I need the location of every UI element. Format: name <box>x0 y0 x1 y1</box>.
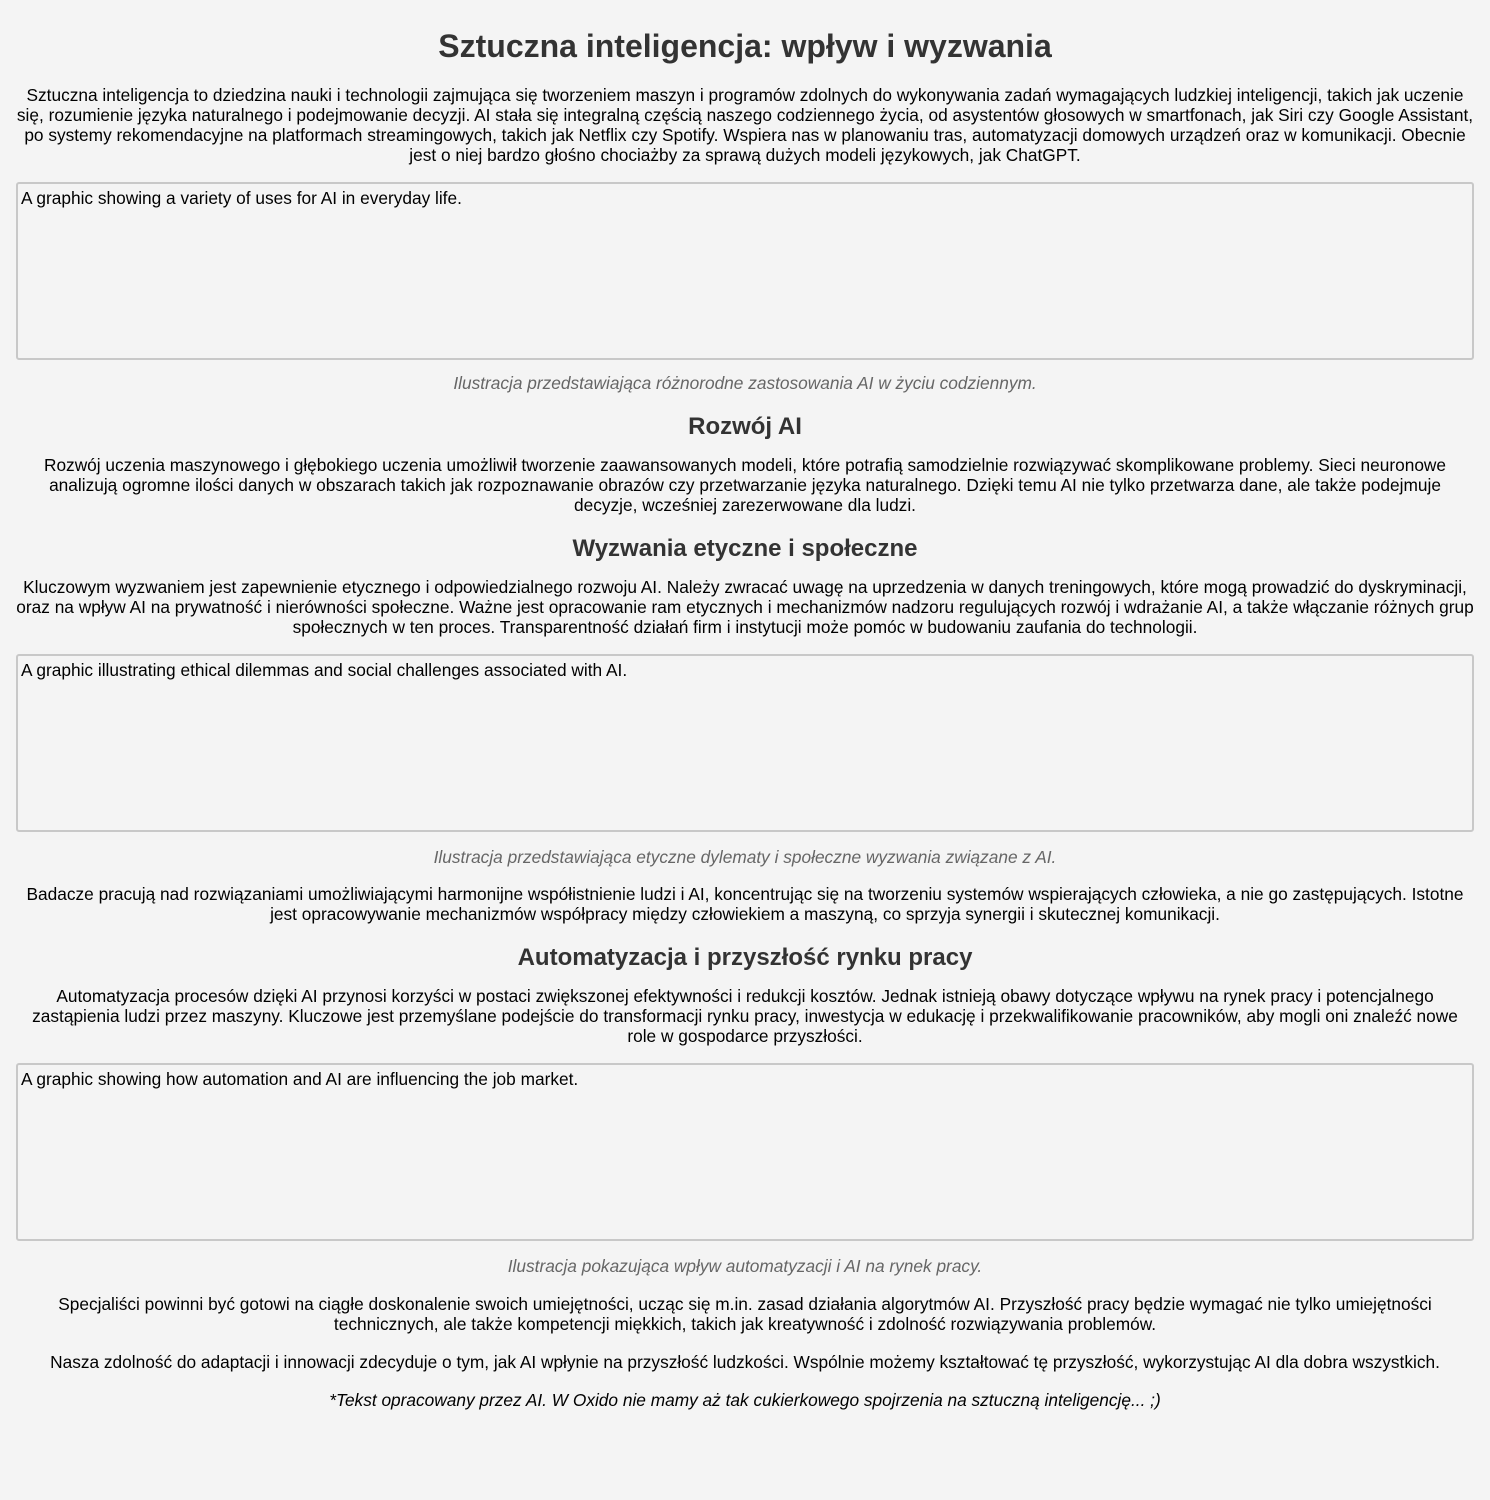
figure-everyday-ai: A graphic showing a variety of uses for AI in everyday life. <box>16 182 1474 360</box>
intro-paragraph: Sztuczna inteligencja to dziedzina nauki i technologii zajmująca się tworzeniem maszyn i programów zdolnych do wykonywania zadań wymagających ludzkiej inteligencji, takich jak uczenie się, rozumienie języka naturalnego i podejmowanie decyzji. AI stała się integralną częścią naszego codziennego życia, od asystentów głosowych w smartfonach, jak Siri czy Google Assistant, po systemy rekomendacyjne na platformach streamingowych, takich jak Netflix czy Spotify. Wspiera nas w planowaniu tras, automatyzacji domowych urządzeń oraz w komunikacji. Obecnie jest o niej bardzo głośno chociażby za sprawą dużych modeli językowych, jak ChatGPT. <box>16 85 1474 165</box>
development-paragraph: Rozwój uczenia maszynowego i głębokiego uczenia umożliwił tworzenie zaawansowanych modeli, które potrafią samodzielnie rozwiązywać skomplikowane problemy. Sieci neuronowe analizują ogromne ilości danych w obszarach takich jak rozpoznawanie obrazów czy przetwarzanie języka naturalnego. Dzięki temu AI nie tylko przetwarza dane, ale także podejmuje decyzje, wcześniej zarezerwowane dla ludzi. <box>43 455 1447 515</box>
footnote: *Tekst opracowany przez AI. W Oxido nie mamy aż tak cukierkowego spojrzenia na sztuczną inteligencję... ;) <box>329 1390 1161 1410</box>
figure-ethics: A graphic illustrating ethical dilemmas and social challenges associated with AI. <box>16 654 1474 832</box>
section-heading-automation: Automatyzacja i przyszłość rynku pracy <box>517 944 973 971</box>
section-heading-ethics: Wyzwania etyczne i społeczne <box>572 535 918 562</box>
ethics-paragraph-2: Badacze pracują nad rozwiązaniami umożliwiającymi harmonijne współistnienie ludzi i AI, koncentrując się na tworzeniu systemów wspierających człowieka, a nie go zastępujących. Istotne jest opracowywanie mechanizmów współpracy między człowiekiem a maszyną, co sprzyja synergii i skutecznej komunikacji. <box>26 884 1464 924</box>
conclusion-paragraph: Nasza zdolność do adaptacji i innowacji zdecyduje o tym, jak AI wpłynie na przyszłość ludzkości. Wspólnie możemy kształtować tę przyszłość, wykorzystując AI dla dobra wszystkich. <box>50 1352 1440 1372</box>
figure-caption: Ilustracja pokazująca wpływ automatyzacji i AI na rynek pracy. <box>507 1256 983 1276</box>
figure-caption: Ilustracja przedstawiająca różnorodne zastosowania AI w życiu codziennym. <box>453 373 1037 393</box>
page-title: Sztuczna inteligencja: wpływ i wyzwania <box>438 28 1052 64</box>
figure-automation: A graphic showing how automation and AI are influencing the job market. <box>16 1063 1474 1241</box>
ethics-paragraph: Kluczowym wyzwaniem jest zapewnienie etycznego i odpowiedzialnego rozwoju AI. Należy zwracać uwagę na uprzedzenia w danych treningowych, które mogą prowadzić do dyskryminacji, oraz na wpływ AI na prywatność i nierówności społeczne. Ważne jest opracowanie ram etycznych i mechanizmów nadzoru regulujących rozwój i wdrażanie AI, a także włączanie różnych grup społecznych w ten proces. Transparentność działań firm i instytucji może pomóc w budowaniu zaufania do technologii. <box>16 577 1474 637</box>
figure-caption: Ilustracja przedstawiająca etyczne dylematy i społeczne wyzwania związane z AI. <box>433 847 1057 867</box>
section-heading-development: Rozwój AI <box>688 413 802 440</box>
automation-paragraph: Automatyzacja procesów dzięki AI przynosi korzyści w postaci zwiększonej efektywności i redukcji kosztów. Jednak istnieją obawy dotyczące wpływu na rynek pracy i potencjalnego zastąpienia ludzi przez maszyny. Kluczowe jest przemyślane podejście do transformacji rynku pracy, inwestycja w edukację i przekwalifikowanie pracowników, aby mogli oni znaleźć nowe role w gospodarce przyszłości. <box>32 986 1458 1046</box>
automation-paragraph-2: Specjaliści powinni być gotowi na ciągłe doskonalenie swoich umiejętności, ucząc się m.in. zasad działania algorytmów AI. Przyszłość pracy będzie wymagać nie tylko umiejętności technicznych, ale także kompetencji miękkich, takich jak kreatywność i zdolność rozwiązywania problemów. <box>58 1294 1432 1334</box>
